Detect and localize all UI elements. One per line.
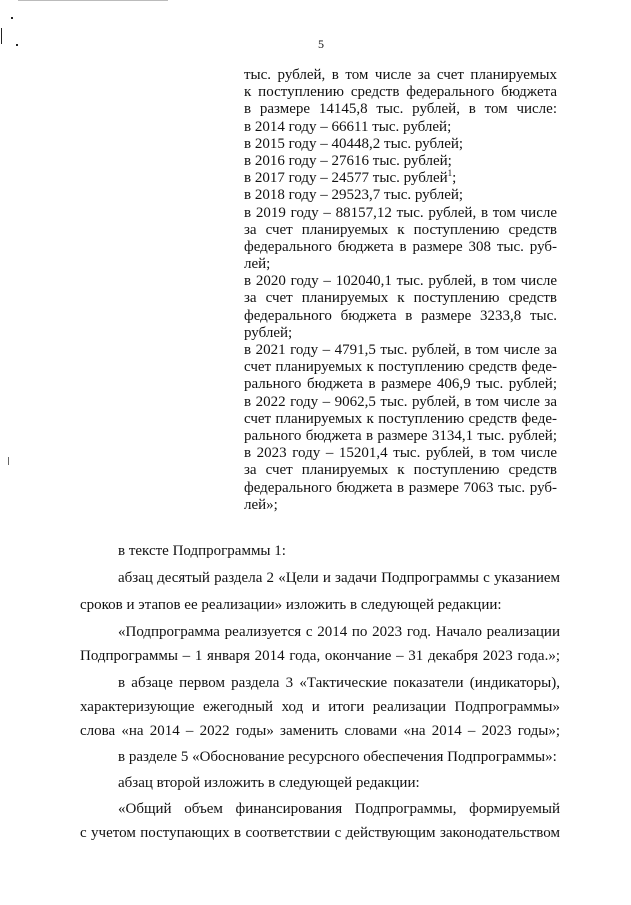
column-line: федерального бюджета в размере 7063 тыс. руб- <box>244 479 557 496</box>
body-line: Подпрограммы – 1 января 2014 года, окончание – 31 декабря 2023 года.»; <box>80 648 560 664</box>
column-line: в размере 14145,8 тыс. рублей, в том числе: <box>244 101 557 118</box>
body-line: с учетом поступающих в соответствии с действующим законодательством <box>80 825 560 841</box>
footnote-mark: 1 <box>447 168 453 179</box>
column-line: за счет планируемых к поступлению средств <box>244 462 557 479</box>
column-line: в 2023 году – 15201,4 тыс. рублей, в том числе <box>244 445 557 462</box>
column-line: в 2015 году – 40448,2 тыс. рублей; <box>244 135 464 152</box>
column-line: в 2022 году – 9062,5 тыс. рублей, в том числе за <box>244 393 557 410</box>
column-line: лей»; <box>244 496 278 513</box>
scan-artifact-dot <box>11 17 13 19</box>
body-line: характеризующие ежегодный ход и итоги реализации Подпрограммы» <box>80 699 560 715</box>
funding-amendment-column <box>244 67 557 514</box>
body-line: сроков и этапов ее реализации» изложить в следующей редакции: <box>80 597 502 613</box>
scan-artifact-bar <box>8 457 9 465</box>
column-line: рублей; <box>244 324 293 341</box>
column-line: в 2016 году – 27616 тыс. рублей; <box>244 152 452 169</box>
footnote-suffix: ; <box>452 170 457 187</box>
body-line: «Общий объем финансирования Подпрограммы, формируемый <box>118 801 560 817</box>
column-line: за счет планируемых к поступлению средств <box>244 221 557 238</box>
body-line: в разделе 5 «Обоснование ресурсного обеспечения Подпрограммы»: <box>118 749 557 765</box>
column-line: в 2020 году – 102040,1 тыс. рублей, в том числе <box>244 273 557 290</box>
column-line: в 2021 году – 4791,5 тыс. рублей, в том числе за <box>244 342 557 358</box>
column-line: тыс. рублей, в том числе за счет планируемых <box>244 67 557 83</box>
column-line: за счет планируемых к поступлению средств <box>244 290 557 307</box>
body-line: слова «на 2014 – 2022 годы» заменить словами «на 2014 – 2023 годы»; <box>80 723 560 739</box>
column-line: счет планируемых к поступлению средств феде- <box>244 410 557 427</box>
column-line: рального бюджета в размере 406,9 тыс. рублей; <box>244 376 557 393</box>
column-line: федерального бюджета в размере 308 тыс. руб- <box>244 238 557 255</box>
column-line: в 2019 году – 88157,12 тыс. рублей, в том числе <box>244 204 557 221</box>
body-line: «Подпрограмма реализуется с 2014 по 2023 год. Начало реализации <box>118 624 560 640</box>
scan-artifact-line <box>18 0 168 1</box>
body-line: в тексте Подпрограммы 1: <box>118 543 286 559</box>
body-line: абзац десятый раздела 2 «Цели и задачи Подпрограммы с указанием <box>118 570 560 586</box>
column-line: лей; <box>244 256 271 273</box>
page-number: 5 <box>318 37 324 51</box>
body-line: в абзаце первом раздела 3 «Тактические показатели (индикаторы), <box>118 675 560 691</box>
body-line: абзац второй изложить в следующей редакции: <box>118 775 420 791</box>
column-line: счет планируемых к поступлению средств феде- <box>244 359 557 376</box>
column-line: федерального бюджета в размере 3233,8 тыс. <box>244 307 557 324</box>
column-line-with-footnote <box>244 170 557 187</box>
scan-artifact-dot <box>16 44 18 46</box>
column-line-text: в 2017 году – 24577 тыс. рублей <box>244 170 448 187</box>
column-line: в 2018 году – 29523,7 тыс. рублей; <box>244 187 464 204</box>
column-line: в 2014 году – 66611 тыс. рублей; <box>244 118 452 135</box>
scan-artifact-bar <box>1 28 2 44</box>
column-line: к поступлению средств федерального бюджета <box>244 84 557 101</box>
column-line: рального бюджета в размере 3134,1 тыс. рублей; <box>244 427 557 444</box>
